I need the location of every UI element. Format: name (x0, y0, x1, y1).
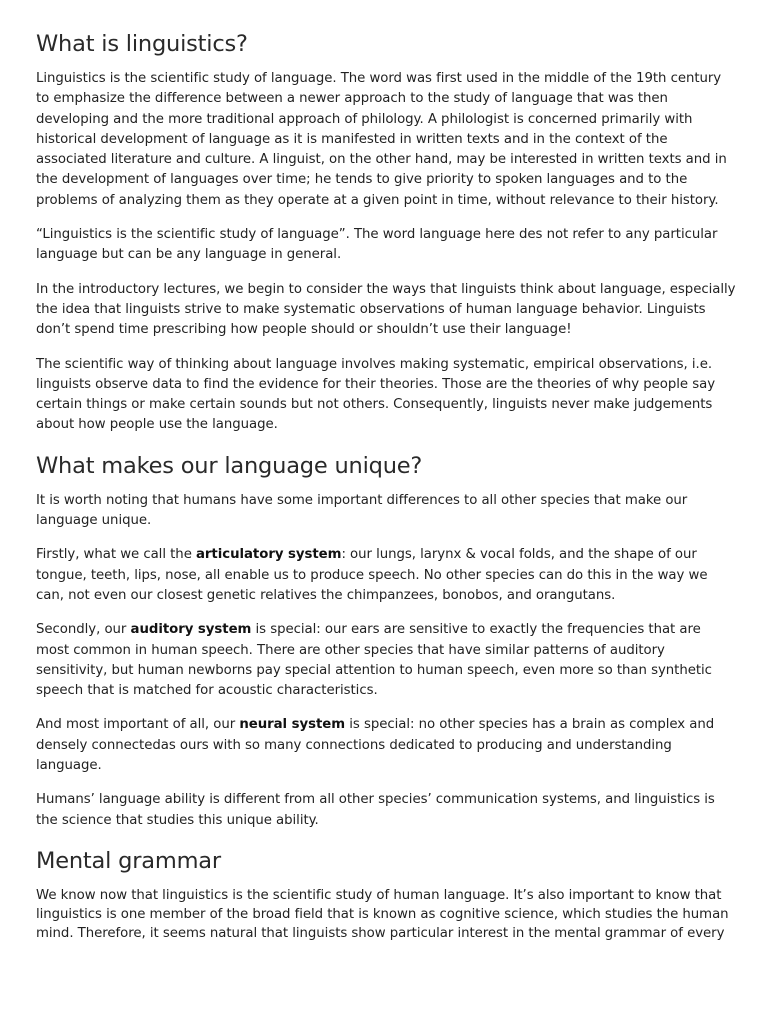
text-span: : our lungs, larynx & vocal folds, and the shape of our tongue, teeth, lips, nose, all enable us to produce speech. No other species can do this in the way we can, not even our closest genetic relatives the chimpanzees, bonobos, and orangutans. (36, 547, 708, 603)
paragraph-auditory (36, 620, 736, 701)
paragraph: Humans’ language ability is different from all other species’ communication systems, and linguistics is the science that studies this unique ability. (36, 792, 715, 828)
text-span: is special: our ears are sensitive to exactly the frequencies that are most common in human speech. There are other species that have similar patterns of auditory sensitivity, but human newborns pay special attention to human speech, even more so than synthetic speech that is matched for acoustic characteristics. (36, 622, 712, 699)
paragraph: Linguistics is the scientific study of language. The word was first used in the middle of the 19th century to emphasize the difference between a newer approach to the study of language that was then developing and the more traditional approach of philology. A philologist is concerned primarily with historical development of language as it is manifested in written texts and in the context of the associated literature and culture. A linguist, on the other hand, may be interested in written texts and in the development of languages over time; he tends to give priority to spoken languages and to the problems of analyzing them as they operate at a given point in time, without relevance to their history. (36, 71, 727, 208)
document-body (36, 28, 736, 957)
paragraph: The scientific way of thinking about language involves making systematic, empirical observations, i.e. linguists observe data to find the evidence for their theories. Those are the theories of why people say certain things or make certain sounds but not others. Consequently, linguists never make judgements about how people use the language. (36, 356, 716, 433)
paragraph: In the introductory lectures, we begin to consider the ways that linguists think about language, especially the idea that linguists strive to make systematic observations of human language behavior. Linguists don’t spend time prescribing how people should or shouldn’t use their language! (36, 281, 736, 338)
text-span: Secondly, our (36, 622, 131, 638)
bold-term: articulatory system (196, 547, 342, 563)
paragraph-articulatory (36, 545, 736, 606)
section-heading: What is linguistics? (36, 31, 248, 57)
paragraph-neural (36, 715, 736, 776)
paragraph: It is worth noting that humans have some important differences to all other species that make our language unique. (36, 492, 688, 529)
paragraph: We know now that linguistics is the scientific study of human language. It’s also important to know that linguistics is one member of the broad field that is known as cognitive science, which studies the human mind. Therefore, it seems natural that linguists show particular interest in the mental grammar of every (36, 887, 729, 941)
paragraph: “Linguistics is the scientific study of language”. The word language here des not refer to any particular language but can be any language in general. (36, 227, 718, 263)
text-span: Firstly, what we call the (36, 547, 196, 563)
bold-term: auditory system (130, 622, 252, 638)
section-heading: Mental grammar (36, 847, 221, 874)
bold-term: neural system (239, 717, 346, 733)
section-heading: What makes our language unique? (36, 452, 423, 479)
text-span: is special: no other species has a brain as complex and densely connectedas ours with so many connections dedicated to producing and understanding language. (36, 717, 715, 774)
text-span: And most important of all, our (36, 717, 240, 733)
